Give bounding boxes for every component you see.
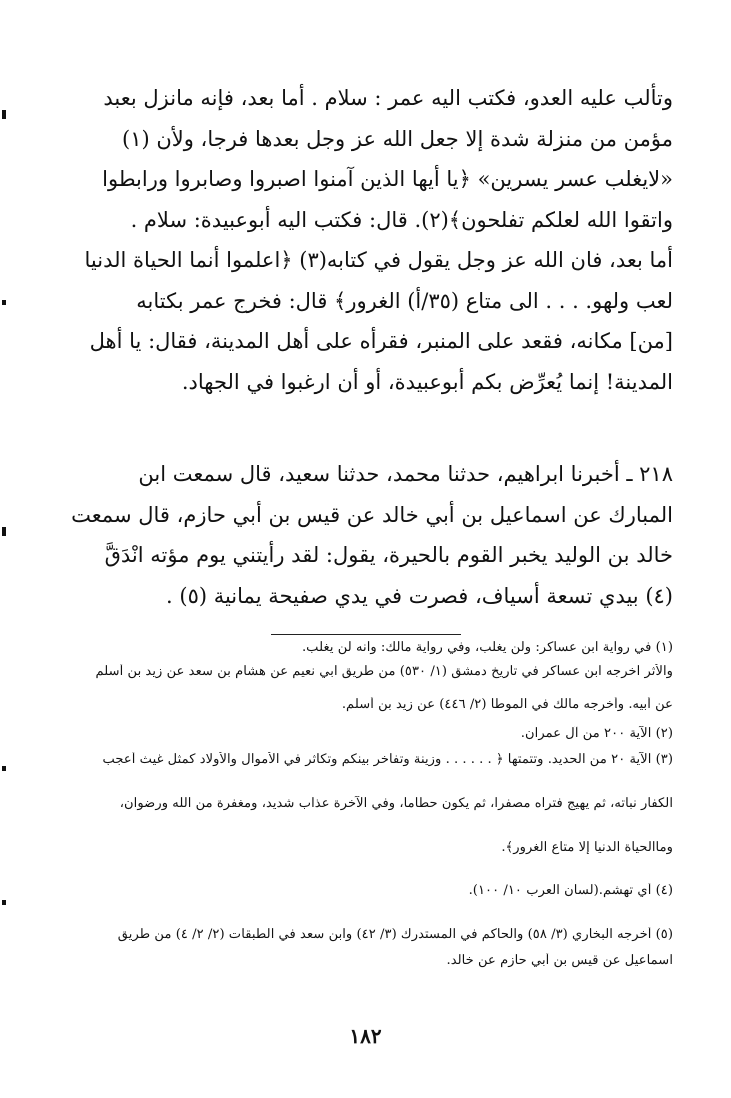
footnote-line: اسماعيل عن قيس بن أبي حازم عن خالد. [446, 953, 673, 968]
text-line: (٤) بيدي تسعة أسياف، فصرت في يدي صفيحة يمانية (٥) . [166, 583, 673, 608]
footnote-line: الكفار نباته، ثم يهيج فتراه مصفرا، ثم يكون حطاما، وفي الآخرة عذاب شديد، ومغفرة من الله ورضوان، [119, 796, 673, 811]
footnote-line: (٢) الآية ٢٠٠ من آل عمران. [520, 726, 673, 741]
text-line: «لايغلب عسر يسرين» ﴿يا أيها الذين آمنوا اصبروا وصابروا ورابطوا [102, 167, 673, 191]
margin-tick [2, 300, 6, 305]
page-number: ١٨٢ [349, 1024, 382, 1048]
footnote-line: (٤) أي تهشم.(لسان العرب ١٠/ ١٠٠). [468, 883, 673, 898]
text-line: وتألب عليه العدو، فكتب اليه عمر : سلام . أما بعد، فإنه مانزل بعبد [103, 86, 673, 110]
footnote-line: والأثر اخرجه ابن عساكر في تاريخ دمشق (١/ ٥٣٠) من طريق ابي نعيم عن هشام بن سعد عن زيد بن أسلم [95, 664, 673, 679]
body-paragraph-1 [62, 78, 673, 402]
footnote-separator [271, 634, 461, 635]
margin-tick [2, 900, 6, 905]
text-line: أما بعد، فان الله عز وجل يقول في كتابه(٣) ﴿اعلموا أنما الحياة الدنيا [84, 248, 673, 272]
text-line: ٢١٨ ـ أخبرنا ابراهيم، حدثنا محمد، حدثنا سعيد، قال سمعت ابن [138, 462, 673, 486]
margin-tick [2, 527, 6, 536]
footnote-line: (٥) أخرجه البخاري (٣/ ٥٨) والحاكم في المستدرك (٣/ ٤٢) وابن سعد في الطبقات (٢/ ٢/ ٤) من طريق [117, 927, 673, 942]
text-line: لعب ولهو. . . . الى متاع (٣٥/أ) الغرور﴾ قال: فخرج عمر بكتابه [136, 288, 673, 313]
text-line: مؤمن من منزلة شدة إلا جعل الله عز وجل بعدها فرجا، ولأن (١) [121, 126, 673, 151]
footnote-line: (٣) الآية ٢٠ من الحديد. وتتمتها ﴿ . . . . . . وزينة وتفاخر بينكم وتكاثر في الأموال والأولاد كمثل غيث أعجب [102, 752, 673, 767]
text-line: [من] مكانه، فقعد على المنبر، فقرأه على أهل المدينة، فقال: يا أهل [89, 329, 673, 353]
footnote-line: وماالحياة الدنيا إلا متاع الغرور﴾. [501, 840, 673, 855]
footnote-line: عن أبيه. وأخرجه مالك في الموطأ (٢/ ٤٤٦) عن زيد بن أسلم. [341, 697, 673, 712]
text-line: واتقوا الله لعلكم تفلحون﴾(٢). قال: فكتب اليه أبوعبيدة: سلام . [130, 207, 673, 232]
text-line: المبارك عن اسماعيل بن أبي خالد عن قيس بن أبي حازم، قال سمعت [71, 502, 673, 527]
margin-tick [2, 110, 6, 119]
text-line: المدينة! إنما يُعرِّض بكم أبوعبيدة، أو أن ارغبوا في الجهاد. [181, 369, 673, 394]
margin-tick [2, 766, 6, 771]
body-paragraph-2 [62, 454, 673, 616]
text-line: خالد بن الوليد يخبر القوم بالحيرة، يقول: لقد رأيتني يوم مؤته انْدَقَّ [104, 543, 673, 567]
footnote-line: (١) في رواية ابن عساكر: ولن يغلب، وفي رواية مالك: وانه لن يغلب. [301, 640, 673, 655]
